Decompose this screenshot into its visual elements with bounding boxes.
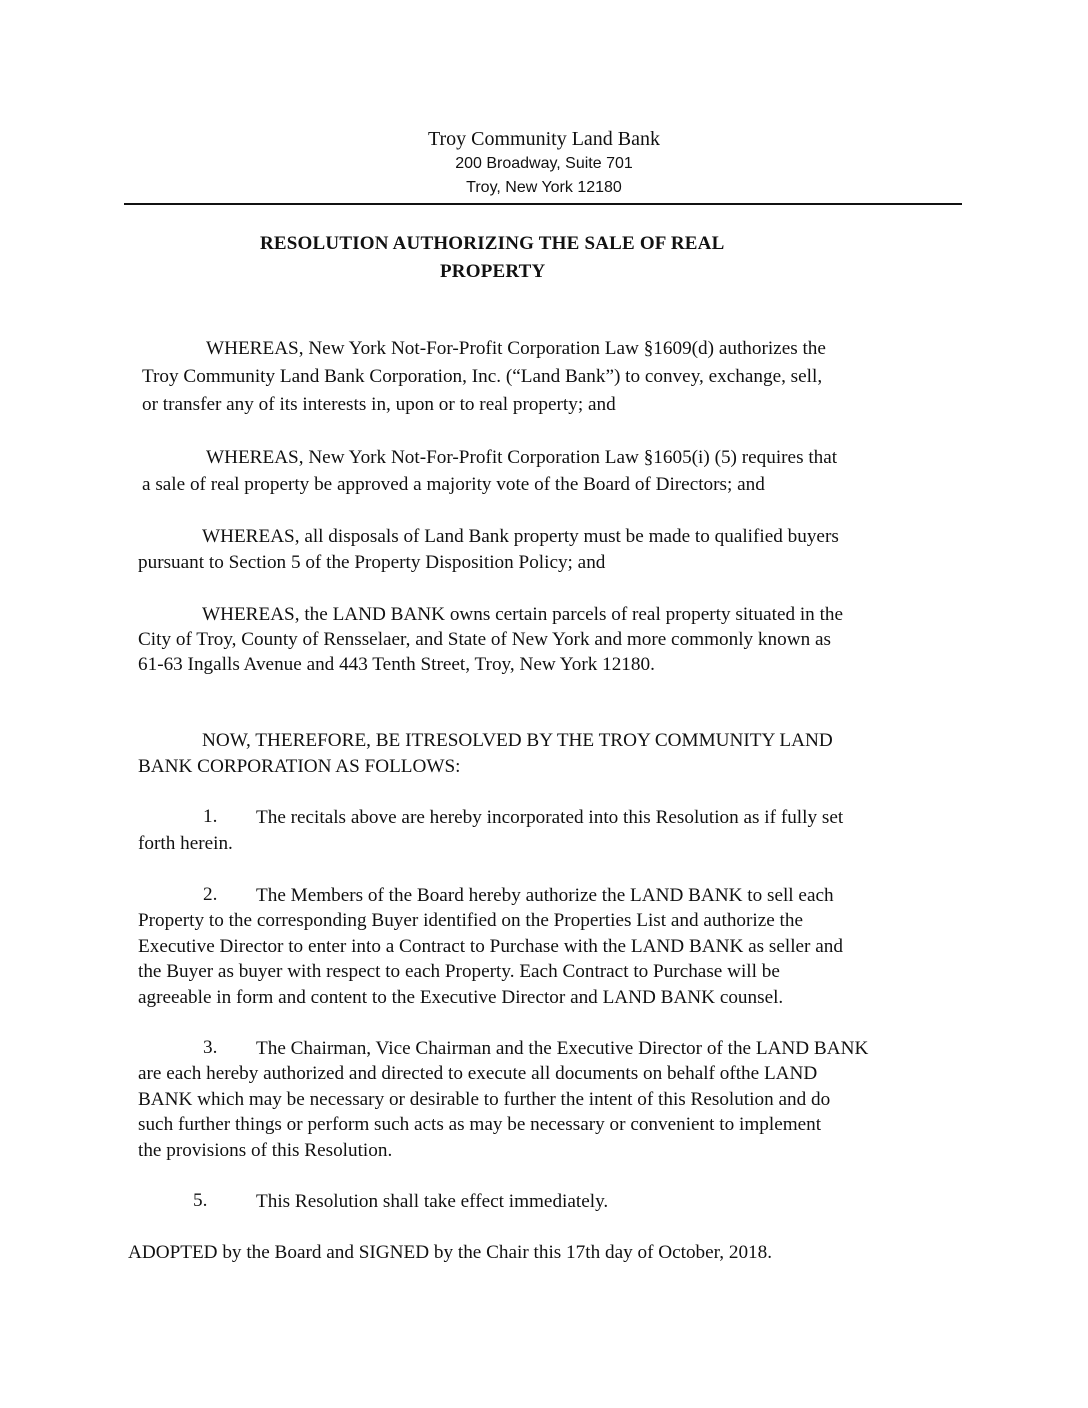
- text-line: The Members of the Board hereby authorize the LAND BANK to sell each: [256, 885, 834, 906]
- text-line: The Chairman, Vice Chairman and the Executive Director of the LAND BANK: [256, 1038, 869, 1059]
- text-line: This Resolution shall take effect immediately.: [256, 1191, 609, 1212]
- text-line: a sale of real property be approved a majority vote of the Board of Directors; and: [142, 474, 765, 495]
- header-divider: [124, 203, 962, 205]
- text-line: forth herein.: [138, 833, 233, 854]
- text-line: pursuant to Section 5 of the Property Disposition Policy; and: [138, 552, 606, 573]
- text-line: agreeable in form and content to the Executive Director and LAND BANK counsel.: [138, 987, 784, 1008]
- resolution-title-line-2: PROPERTY: [440, 261, 546, 282]
- text-line: Executive Director to enter into a Contract to Purchase with the LAND BANK as seller and: [138, 936, 843, 957]
- organization-name: Troy Community Land Bank: [427, 128, 661, 150]
- text-line: City of Troy, County of Rensselaer, and State of New York and more commonly known as: [138, 629, 831, 650]
- text-line: such further things or perform such acts as may be necessary or convenient to implement: [138, 1114, 822, 1135]
- item-number: 5.: [193, 1190, 208, 1211]
- resolution-title-line-1: RESOLUTION AUTHORIZING THE SALE OF REAL: [260, 233, 725, 254]
- text-line: WHEREAS, all disposals of Land Bank property must be made to qualified buyers: [202, 526, 839, 547]
- address-line-1: 200 Broadway, Suite 701: [455, 155, 633, 172]
- text-line: BANK CORPORATION AS FOLLOWS:: [138, 756, 461, 777]
- text-line: WHEREAS, New York Not-For-Profit Corporation Law §1605(i) (5) requires that: [206, 447, 838, 468]
- text-line: WHEREAS, New York Not-For-Profit Corporation Law §1609(d) authorizes the: [206, 338, 826, 359]
- item-number: 1.: [203, 806, 218, 827]
- text-line: Troy Community Land Bank Corporation, Inc. (“Land Bank”) to convey, exchange, sell,: [142, 366, 823, 387]
- adoption-statement: ADOPTED by the Board and SIGNED by the Chair this 17th day of October, 2018.: [128, 1242, 773, 1263]
- text-line: BANK which may be necessary or desirable to further the intent of this Resolution and do: [138, 1089, 831, 1110]
- text-line: NOW, THEREFORE, BE ITRESOLVED BY THE TROY COMMUNITY LAND: [202, 730, 833, 751]
- text-line: Property to the corresponding Buyer identified on the Properties List and authorize the: [138, 910, 803, 931]
- text-line: WHEREAS, the LAND BANK owns certain parcels of real property situated in the: [202, 604, 844, 625]
- text-line: the Buyer as buyer with respect to each Property. Each Contract to Purchase will be: [138, 961, 780, 982]
- text-line: 61-63 Ingalls Avenue and 443 Tenth Street, Troy, New York 12180.: [138, 654, 655, 675]
- address-line-2: Troy, New York 12180: [466, 179, 622, 196]
- text-line: The recitals above are hereby incorporated into this Resolution as if fully set: [256, 807, 844, 828]
- text-line: are each hereby authorized and directed to execute all documents on behalf ofthe LAND: [138, 1063, 818, 1084]
- text-line: or transfer any of its interests in, upon or to real property; and: [142, 394, 616, 415]
- item-number: 2.: [203, 884, 218, 905]
- item-number: 3.: [203, 1037, 218, 1058]
- text-line: the provisions of this Resolution.: [138, 1140, 393, 1161]
